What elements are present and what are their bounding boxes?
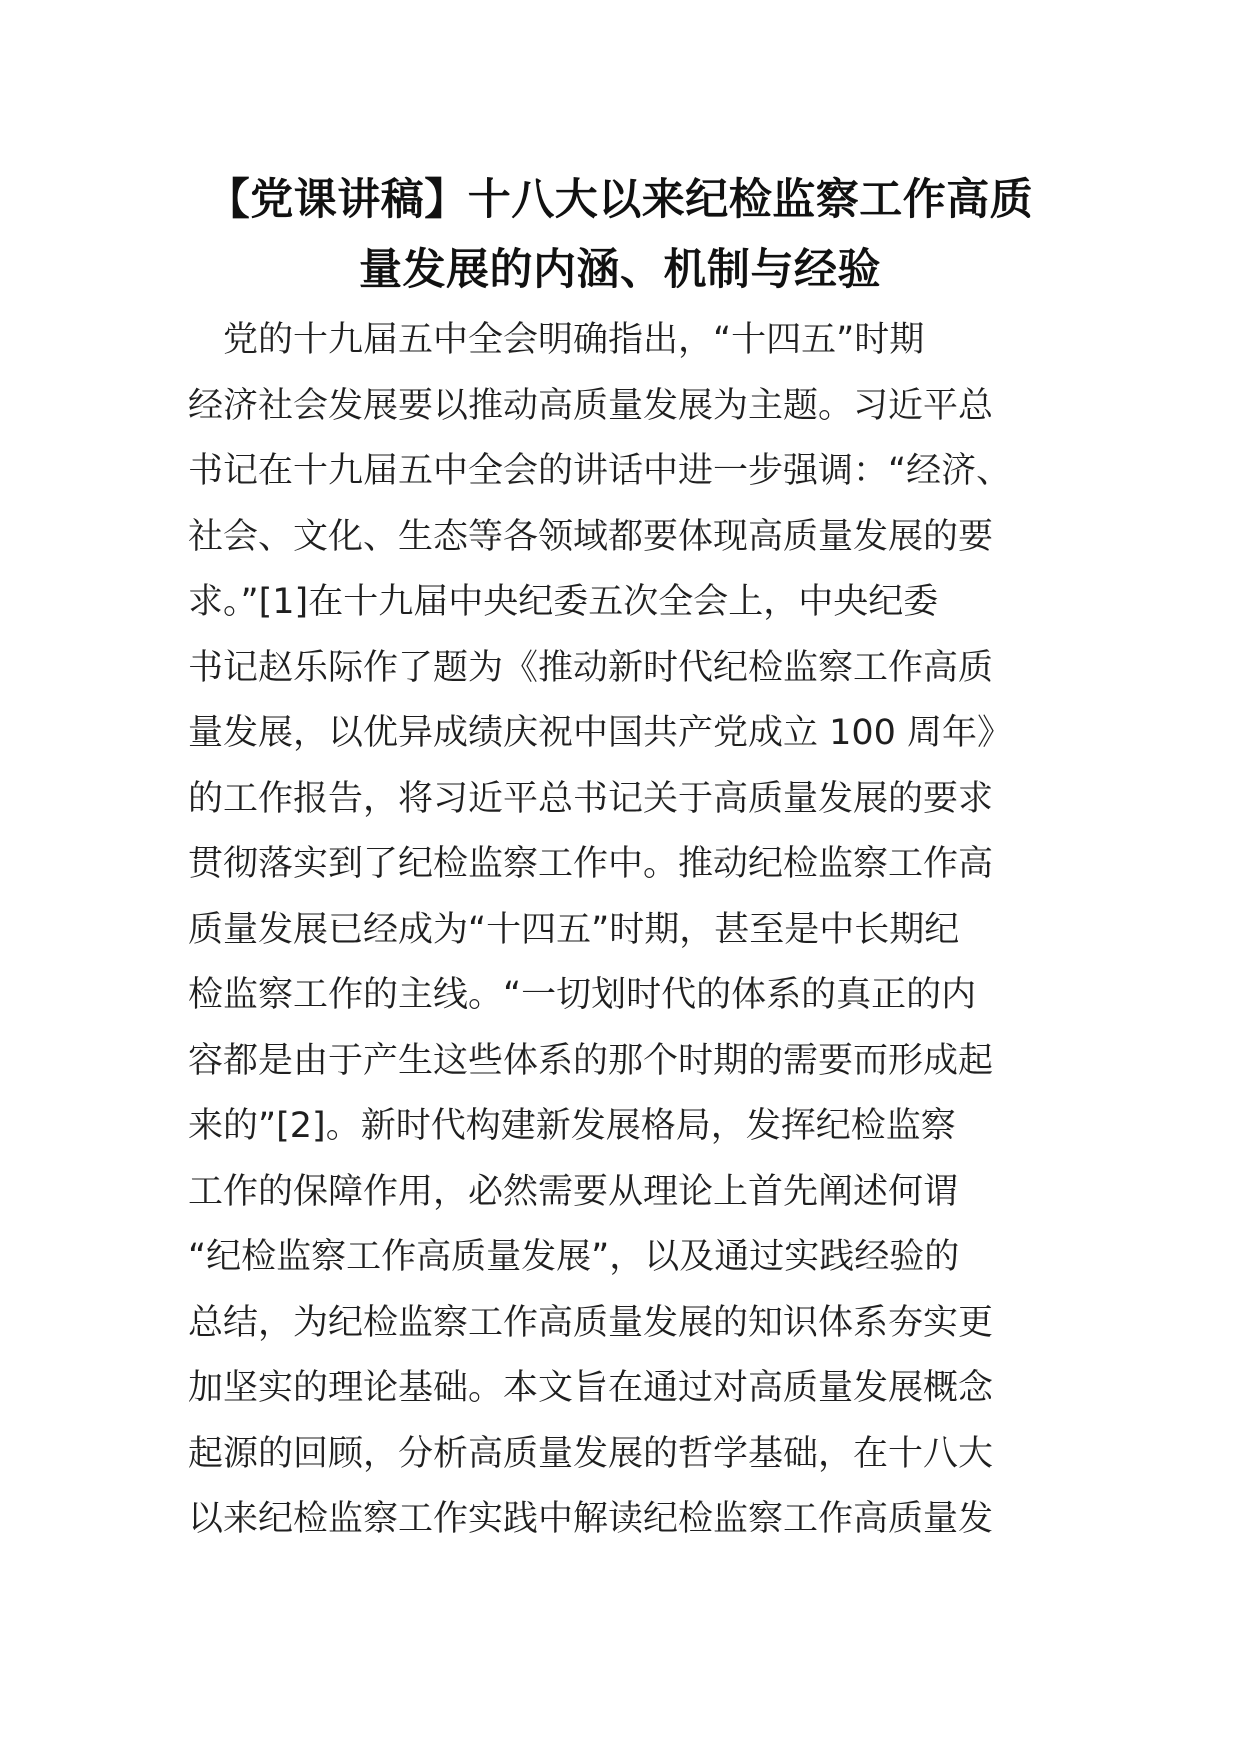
paragraph-line: 总结，为纪检监察工作高质量发展的知识体系夯实更	[188, 1302, 994, 1343]
paragraph-line: 以来纪检监察工作实践中解读纪检监察工作高质量发	[188, 1499, 994, 1539]
paragraph-line: 工作的保障作用，必然需要从理论上首先阐述何谓	[188, 1171, 959, 1212]
paragraph-line: 量发展，以优异成绩庆祝中国共产党成立 100 周年》	[188, 713, 1013, 753]
document-title	[150, 165, 1090, 305]
title-line: 量发展的内涵、机制与经验	[359, 245, 881, 295]
paragraph-line: 书记赵乐际作了题为《推动新时代纪检监察工作高质	[188, 647, 994, 688]
paragraph-line: 经济社会发展要以推动高质量发展为主题。习近平总	[188, 385, 994, 426]
paragraph-line: 求。”[1]在十九届中央纪委五次全会上，中央纪委	[188, 582, 939, 622]
paragraph-line: 贯彻落实到了纪检监察工作中。推动纪检监察工作高	[188, 844, 994, 884]
paragraph-line: “纪检监察工作高质量发展”，以及通过实践经验的	[188, 1237, 960, 1277]
body-paragraph	[188, 308, 1068, 1553]
paragraph-line: 起源的回顾，分析高质量发展的哲学基础，在十八大	[188, 1433, 994, 1474]
paragraph-line: 的工作报告，将习近平总书记关于高质量发展的要求	[188, 778, 994, 819]
paragraph-line: 书记在十九届五中全会的讲话中进一步强调：“经济、	[188, 451, 1012, 491]
paragraph-line: 容都是由于产生这些体系的那个时期的需要而形成起	[188, 1040, 994, 1081]
paragraph-line: 检监察工作的主线。“一切划时代的体系的真正的内	[188, 975, 977, 1015]
title-line: 【党课讲稿】十八大以来纪检监察工作高质	[206, 175, 1034, 225]
paragraph-line: 加坚实的理论基础。本文旨在通过对高质量发展概念	[188, 1368, 994, 1408]
paragraph-line: 质量发展已经成为“十四五”时期，甚至是中长期纪	[188, 909, 960, 950]
paragraph-line: 党的十九届五中全会明确指出，“十四五”时期	[188, 320, 925, 360]
paragraph-line: 社会、文化、生态等各领域都要体现高质量发展的要	[188, 516, 994, 557]
paragraph-line: 来的”[2]。新时代构建新发展格局，发挥纪检监察	[188, 1106, 956, 1146]
